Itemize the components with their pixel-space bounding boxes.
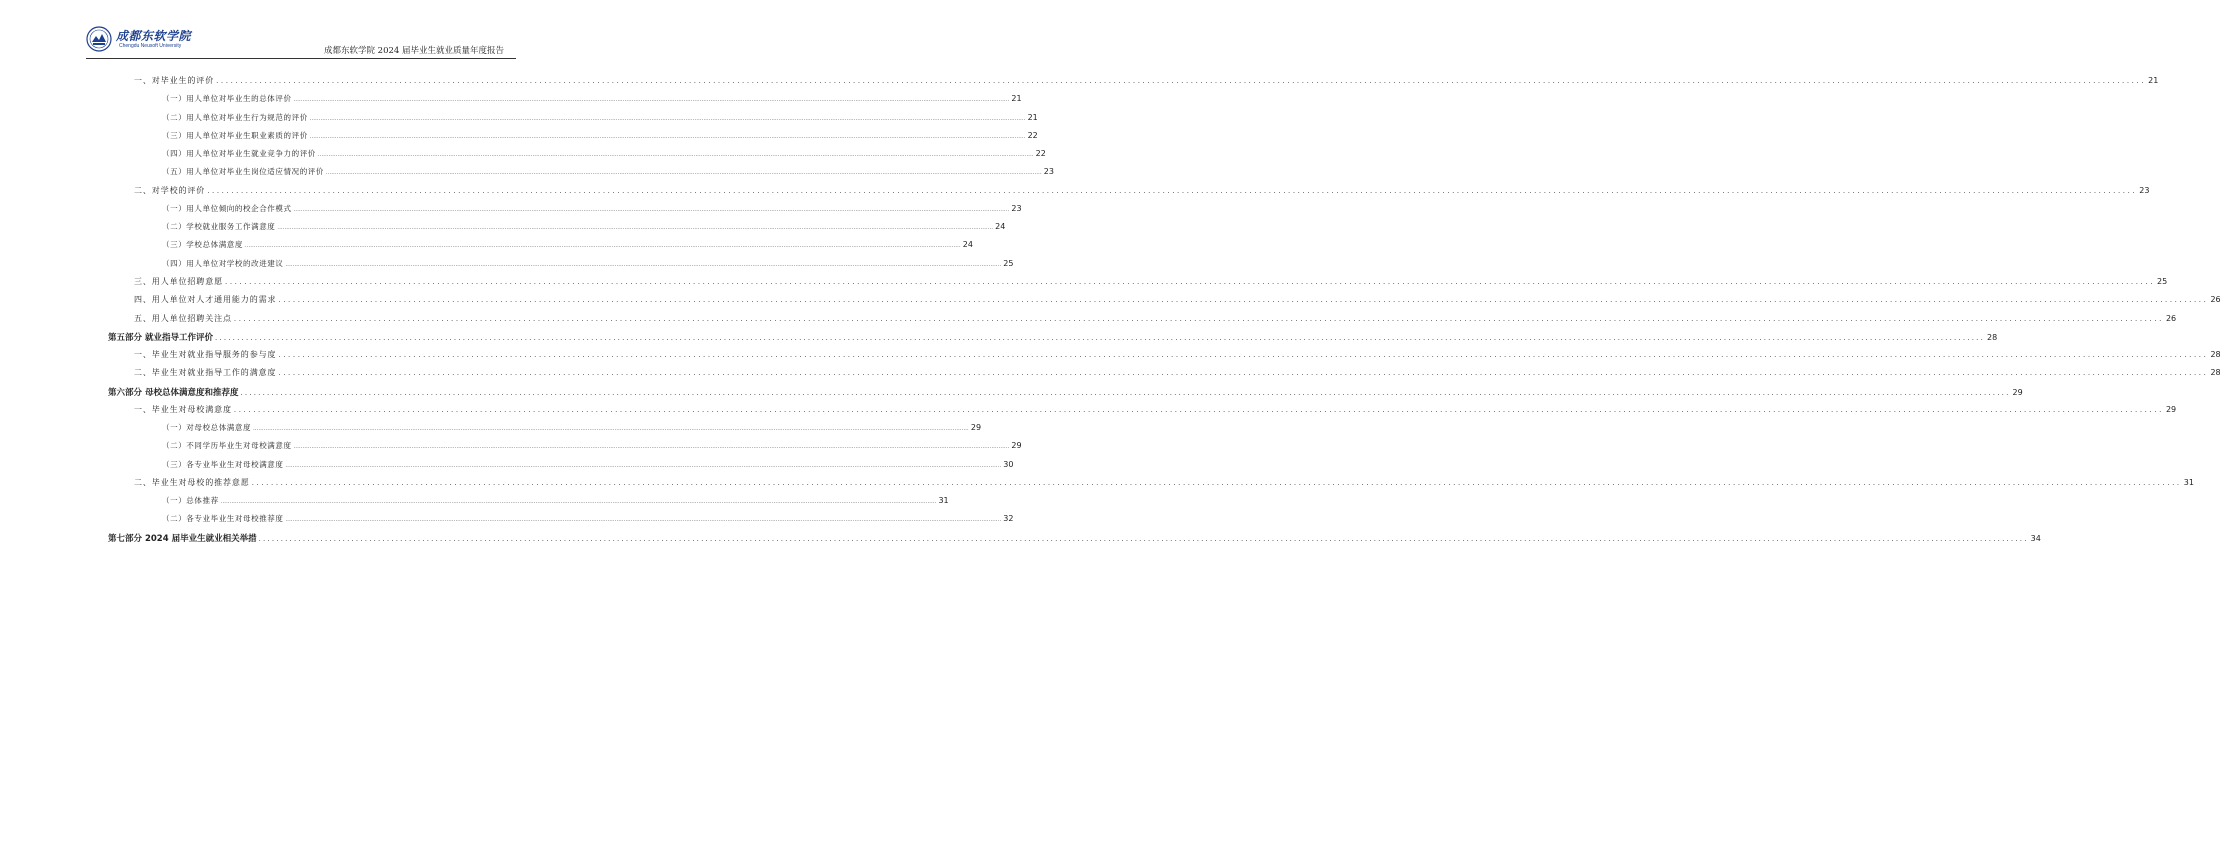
toc-entry-title: （五）用人单位对毕业生岗位适应情况的评价 <box>162 167 324 177</box>
toc-page-number: 30 <box>1003 459 1014 469</box>
toc-dot-leader: ................................................................................................................................................................................................................................................................................................................................................................................................................ <box>240 388 2011 397</box>
toc-page-number: 21 <box>1011 94 1022 104</box>
toc-page-number: 31 <box>938 496 949 506</box>
toc-page-number: 29 <box>2165 404 2177 414</box>
toc-dot-leader: ................................................................................................................................................................................................................................................................................................................................................................................................................ <box>285 462 1002 469</box>
toc-page-number: 24 <box>962 240 973 250</box>
university-logo <box>86 26 226 56</box>
toc-dot-leader: ................................................................................................................................................................................................................................................................................................................................................................................................................ <box>233 405 2164 414</box>
toc-entry[interactable] <box>134 349 2221 363</box>
toc-page-number: 26 <box>2210 295 2221 305</box>
toc-entry[interactable] <box>108 386 2023 400</box>
toc-entry-title: （一）用人单位倾向的校企合作模式 <box>162 203 292 213</box>
toc-dot-leader: ................................................................................................................................................................................................................................................................................................................................................................................................................ <box>317 152 1034 159</box>
toc-entry[interactable] <box>162 93 1022 107</box>
toc-entry-title: 一、对毕业生的评价 <box>134 76 215 85</box>
toc-dot-leader: ................................................................................................................................................................................................................................................................................................................................................................................................................ <box>277 225 994 232</box>
toc-dot-leader: ................................................................................................................................................................................................................................................................................................................................................................................................................ <box>278 296 2209 305</box>
toc-dot-leader: ................................................................................................................................................................................................................................................................................................................................................................................................................ <box>251 478 2182 487</box>
toc-entry[interactable] <box>162 513 1014 527</box>
toc-dot-leader: ................................................................................................................................................................................................................................................................................................................................................................................................................ <box>293 444 1010 451</box>
toc-entry[interactable] <box>134 75 2159 89</box>
toc-dot-leader: ................................................................................................................................................................................................................................................................................................................................................................................................................ <box>216 77 2147 85</box>
toc-dot-leader: ................................................................................................................................................................................................................................................................................................................................................................................................................ <box>278 369 2209 378</box>
toc-entry-title: （一）用人单位对毕业生的总体评价 <box>162 94 292 104</box>
toc-page-number: 34 <box>2030 533 2041 543</box>
toc-entry-title: （一）总体推荐 <box>162 496 219 506</box>
toc-dot-leader: ................................................................................................................................................................................................................................................................................................................................................................................................................ <box>285 517 1002 524</box>
toc-dot-leader: ................................................................................................................................................................................................................................................................................................................................................................................................................ <box>309 115 1026 122</box>
toc-dot-leader: ................................................................................................................................................................................................................................................................................................................................................................................................................ <box>326 170 1042 177</box>
toc-entry[interactable] <box>162 221 1006 235</box>
toc-page-number: 23 <box>1043 167 1054 177</box>
toc-page-number: 31 <box>2183 477 2194 487</box>
toc-entry[interactable] <box>162 130 1038 144</box>
toc-entry[interactable] <box>108 331 1998 345</box>
toc-page-number: 21 <box>1027 112 1038 122</box>
toc-page-number: 25 <box>1003 258 1014 268</box>
toc-page-number: 22 <box>1035 149 1046 159</box>
toc-page-number: 23 <box>2139 185 2150 195</box>
toc-dot-leader: ................................................................................................................................................................................................................................................................................................................................................................................................................ <box>285 261 1002 268</box>
toc-entry[interactable] <box>134 313 2177 327</box>
toc-entry[interactable] <box>162 440 1022 454</box>
toc-dot-leader: ................................................................................................................................................................................................................................................................................................................................................................................................................ <box>253 426 969 433</box>
toc-entry-title: 四、用人单位对人才通用能力的需求 <box>134 295 277 305</box>
toc-entry-title: 一、毕业生对就业指导服务的参与度 <box>134 350 277 360</box>
toc-entry[interactable] <box>134 185 2150 199</box>
toc-entry-title: 第六部分 母校总体满意度和推荐度 <box>108 387 239 398</box>
toc-dot-leader: ................................................................................................................................................................................................................................................................................................................................................................................................................ <box>214 333 1986 342</box>
toc-entry-title: 一、毕业生对母校满意度 <box>134 404 232 414</box>
toc-dot-leader: ................................................................................................................................................................................................................................................................................................................................................................................................................ <box>207 186 2138 195</box>
toc-entry[interactable] <box>162 495 949 509</box>
toc-entry-title: （四）用人单位对毕业生就业竞争力的评价 <box>162 149 316 159</box>
toc-page-number: 29 <box>2012 387 2023 397</box>
toc-dot-leader: ................................................................................................................................................................................................................................................................................................................................................................................................................ <box>293 97 1010 104</box>
toc-entry-title: 二、毕业生对母校的推荐意愿 <box>134 477 250 487</box>
toc-page-number: 25 <box>2157 276 2168 286</box>
toc-page-number: 29 <box>1011 441 1022 451</box>
toc-entry-title: （二）各专业毕业生对母校推荐度 <box>162 514 284 524</box>
toc-entry[interactable] <box>134 477 2194 491</box>
toc-page-number: 32 <box>1003 514 1014 524</box>
toc-entry-title: （四）用人单位对学校的改进建议 <box>162 258 284 268</box>
toc-entry-title: 第七部分 2024 届毕业生就业相关举措 <box>108 533 257 544</box>
toc-dot-leader: ................................................................................................................................................................................................................................................................................................................................................................................................................ <box>233 314 2164 323</box>
toc-entry-title: （二）用人单位对毕业生行为规范的评价 <box>162 112 308 122</box>
toc-entry-title: 二、对学校的评价 <box>134 185 206 195</box>
toc-dot-leader: ................................................................................................................................................................................................................................................................................................................................................................................................................ <box>258 534 2029 543</box>
toc-page-number: 28 <box>2210 350 2221 360</box>
toc-entry[interactable] <box>134 276 2168 290</box>
toc-page-number: 23 <box>1011 203 1022 213</box>
toc-entry[interactable] <box>162 459 1014 473</box>
toc-entry[interactable] <box>162 112 1038 126</box>
toc-entry-title: （一）对母校总体满意度 <box>162 423 252 433</box>
toc-entry[interactable] <box>162 239 973 253</box>
toc-entry[interactable] <box>134 294 2221 308</box>
toc-dot-leader: ................................................................................................................................................................................................................................................................................................................................................................................................................ <box>225 277 2156 286</box>
header-divider <box>86 58 516 59</box>
page-header <box>0 0 596 60</box>
toc-entry[interactable] <box>134 404 2177 418</box>
toc-entry-title: 二、毕业生对就业指导工作的满意度 <box>134 368 277 378</box>
toc-entry[interactable] <box>162 422 982 436</box>
university-emblem-icon <box>86 26 112 52</box>
toc-entry-title: 第五部分 就业指导工作评价 <box>108 332 213 343</box>
toc-page-number: 28 <box>1987 332 1998 342</box>
toc-entry-title: （三）学校总体满意度 <box>162 240 243 250</box>
toc-page-number: 21 <box>2148 76 2159 85</box>
document-title: 成都东软学院 2024 届毕业生就业质量年度报告 <box>323 46 504 56</box>
toc-entry[interactable] <box>108 532 2041 546</box>
toc-entry[interactable] <box>134 367 2221 381</box>
toc-entry[interactable] <box>162 148 1046 162</box>
toc-entry-title: （三）用人单位对毕业生职业素质的评价 <box>162 130 308 140</box>
logo-chinese-name: 成都东软学院 <box>116 29 192 43</box>
toc-page-number: 29 <box>970 423 982 433</box>
toc-entry[interactable] <box>162 203 1022 217</box>
logo-english-name: Chengdu Neusoft University <box>119 43 182 49</box>
toc-entry-title: 三、用人单位招聘意愿 <box>134 276 223 286</box>
toc-entry-title: （二）不同学历毕业生对母校满意度 <box>162 441 292 451</box>
toc-entry-title: （二）学校就业服务工作满意度 <box>162 222 276 232</box>
toc-page-number: 24 <box>995 222 1006 232</box>
toc-page-number: 26 <box>2165 313 2177 323</box>
toc-entry[interactable] <box>162 258 1014 272</box>
toc-dot-leader: ................................................................................................................................................................................................................................................................................................................................................................................................................ <box>245 243 961 250</box>
toc-page-number: 28 <box>2210 368 2221 378</box>
toc-dot-leader: ................................................................................................................................................................................................................................................................................................................................................................................................................ <box>293 206 1010 213</box>
toc-dot-leader: ................................................................................................................................................................................................................................................................................................................................................................................................................ <box>309 133 1026 140</box>
toc-page-number: 22 <box>1027 130 1038 140</box>
toc-entry-title: 五、用人单位招聘关注点 <box>134 313 232 323</box>
toc-dot-leader: ................................................................................................................................................................................................................................................................................................................................................................................................................ <box>220 499 937 506</box>
toc-dot-leader: ................................................................................................................................................................................................................................................................................................................................................................................................................ <box>278 351 2209 360</box>
toc-entry-title: （三）各专业毕业生对母校满意度 <box>162 459 284 469</box>
toc-entry[interactable] <box>162 166 1054 180</box>
